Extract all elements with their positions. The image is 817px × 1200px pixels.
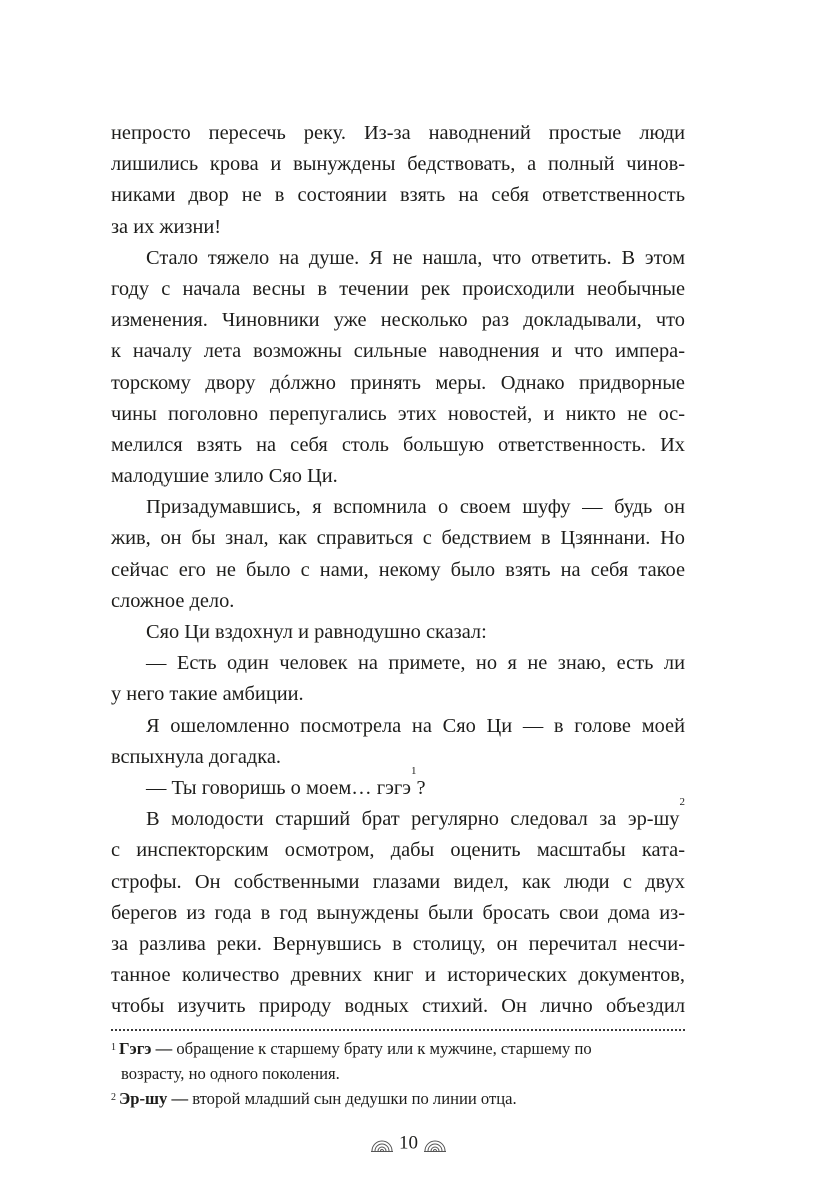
text-line: сложное дело. <box>111 589 235 612</box>
text-line <box>111 764 685 804</box>
text-line <box>111 796 685 835</box>
footnote-text: обращение к старшему брату или к мужчине, старшему по <box>172 1039 592 1058</box>
text-line: никами двор не в состоянии взять на себя ответственность <box>111 184 685 207</box>
text-line: мелился взять на себя столь большую ответственность. Их <box>111 433 685 456</box>
footnote-1 <box>111 1036 685 1086</box>
body-text <box>111 118 685 1022</box>
text-line: с инспекторским осмотром, дабы оценить масштабы ката- <box>111 839 685 862</box>
text-line: Я ошеломленно посмотрела на Сяо Ци — в голове моей <box>146 714 685 737</box>
footnote-ref-1[interactable]: 1 <box>410 764 417 777</box>
footnote-line <box>111 1036 685 1061</box>
page-number: 10 <box>399 1132 418 1154</box>
text-run: В молодости старший брат регулярно следовал за эр-шу <box>146 808 680 831</box>
text-line: у него такие амбиции. <box>111 683 304 706</box>
text-line: торскому двору дóлжно принять меры. Однако придворные <box>111 371 685 394</box>
text-line: изменения. Чиновники уже несколько раз докладывали, что <box>111 309 685 332</box>
text-line: танное количество древних книг и исторических документов, <box>111 964 685 987</box>
text-line: малодушие злило Сяо Ци. <box>111 465 338 488</box>
footnote-term: Эр-шу — <box>119 1089 189 1108</box>
text-line: году с начала весны в течении рек происходили необычные <box>111 277 685 300</box>
text-line: непросто пересечь реку. Из-за наводнений простые люди <box>111 122 685 144</box>
text-run: ? <box>416 776 426 799</box>
footnote-line <box>111 1086 685 1111</box>
footnotes <box>111 1036 685 1111</box>
footnote-separator <box>111 1029 685 1031</box>
rainbow-arc-ornament-icon <box>371 1135 393 1147</box>
text-line: лишились крова и вынуждены бедствовать, а полный чинов- <box>111 153 685 176</box>
text-line: — Есть один человек на примете, но я не знаю, есть ли <box>146 652 685 675</box>
rainbow-arc-ornament-icon <box>424 1135 446 1147</box>
page-folio <box>0 1131 817 1156</box>
footnote-text: второй младший сын дедушки по линии отца. <box>188 1089 517 1108</box>
footnote-2 <box>111 1086 685 1111</box>
text-line: за разлива реки. Вернувшись в столицу, он перечитал несчи- <box>111 932 685 955</box>
text-line: чтобы изучить природу водных стихий. Он лично объездил <box>111 995 685 1018</box>
text-line: жив, он бы знал, как справиться с бедствием в Цзяннани. Но <box>111 527 685 550</box>
text-line: Стало тяжело на душе. Я не нашла, что ответить. В этом <box>146 246 685 269</box>
footnote-mark: 1 <box>111 1042 116 1053</box>
text-line: к началу лета возможны сильные наводнения и что импера- <box>111 340 685 363</box>
text-line: берегов из года в год вынуждены были бросать свои дома из- <box>111 901 685 924</box>
text-line: чины поголовно перепугались этих новостей, и никто не ос- <box>111 402 685 425</box>
text-line: за их жизни! <box>111 215 222 238</box>
text-line: вспыхнула догадка. <box>111 745 282 768</box>
footnote-term: Гэгэ — <box>119 1039 173 1058</box>
text-run: — Ты говоришь о моем… гэгэ <box>146 776 411 799</box>
text-line: сейчас его не было с нами, некому было взять на себя такое <box>111 558 685 581</box>
text-line: Сяо Ци вздохнул и равнодушно сказал: <box>146 621 487 643</box>
text-line: Призадумавшись, я вспомнила о своем шуфу — будь он <box>146 496 685 519</box>
footnote-line: возрасту, но одного поколения. <box>121 1064 340 1083</box>
text-line: строфы. Он собственными глазами видел, как люди с двух <box>111 870 685 893</box>
footnote-ref-2[interactable]: 2 <box>679 796 685 809</box>
page-body <box>111 118 685 1022</box>
footnote-mark: 2 <box>111 1092 116 1103</box>
